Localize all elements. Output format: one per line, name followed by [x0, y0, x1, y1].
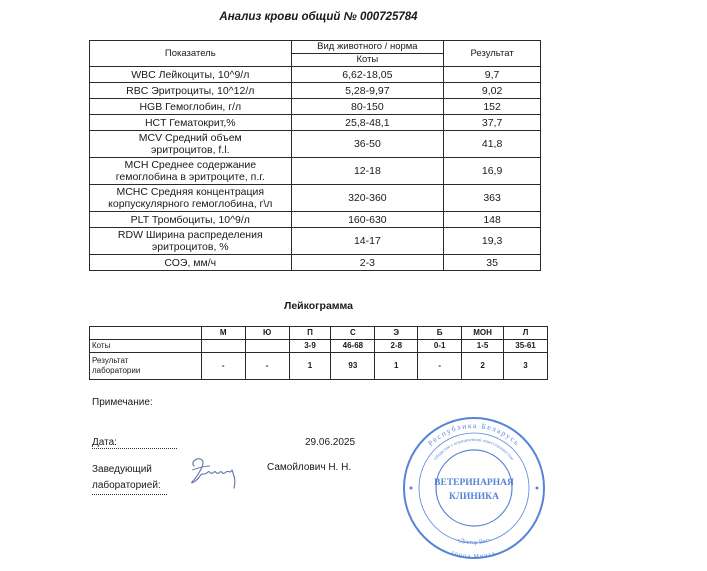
- norm-cell: 2-3: [291, 255, 444, 271]
- indicator-line: корпускулярного гемоглобина, г\л: [108, 198, 273, 210]
- leukogram-result-cell: -: [245, 353, 289, 380]
- result-cell: 152: [444, 99, 541, 115]
- indicator-line: гемоглобина в эритроците, п.г.: [115, 171, 265, 183]
- svg-text:Республика Беларусь: Республика Беларусь: [425, 420, 523, 448]
- table-row: [90, 99, 541, 115]
- document-title: Анализ крови общий № 000725784: [219, 11, 418, 23]
- leukogram-col-header: Л: [504, 327, 548, 340]
- table-row: [90, 185, 541, 212]
- leukogram-result-cell: 3: [504, 353, 548, 380]
- table-row: [90, 228, 541, 255]
- header-result: Результат: [444, 41, 541, 67]
- leukogram-result-label: [90, 353, 202, 380]
- indicator-cell: HGB Гемоглобин, г/л: [90, 99, 292, 115]
- result-cell: 19,3: [444, 228, 541, 255]
- leukogram-col-header: М: [201, 327, 245, 340]
- indicator-cell: WBC Лейкоциты, 10^9/л: [90, 67, 292, 83]
- indicator-line: эритроцитов, f.l.: [151, 144, 230, 156]
- header-species: Коты: [291, 54, 444, 67]
- leukogram-corner-cell: [90, 327, 202, 340]
- leukogram-col-header: Б: [418, 327, 462, 340]
- result-cell: 37,7: [444, 115, 541, 131]
- header-indicator: Показатель: [90, 41, 292, 67]
- indicator-cell: [90, 158, 292, 185]
- norm-cell: 320-360: [291, 185, 444, 212]
- clinic-stamp: [400, 414, 548, 562]
- norm-cell: 12-18: [291, 158, 444, 185]
- indicator-cell: RBC Эритроциты, 10^12/л: [90, 83, 292, 99]
- indicator-line: MCV Средний объем: [138, 132, 242, 144]
- svg-text:«Доктор Вет»: «Доктор Вет»: [456, 537, 492, 547]
- leukogram-norm-cell: 0-1: [418, 340, 462, 353]
- indicator-cell: [90, 228, 292, 255]
- indicator-line: MCHC Средняя концентрация: [116, 186, 265, 198]
- table-row: [90, 158, 541, 185]
- result-cell: 16,9: [444, 158, 541, 185]
- result-cell: 9,02: [444, 83, 541, 99]
- leukogram-col-header: С: [331, 327, 375, 340]
- leukogram-norm-cell: [245, 340, 289, 353]
- indicator-cell: [90, 185, 292, 212]
- leukogram-result-cell: 2: [462, 353, 504, 380]
- head-label-line: Заведующий: [92, 464, 152, 475]
- table-row: [90, 67, 541, 83]
- table-row: [90, 83, 541, 99]
- table-row: [90, 212, 541, 228]
- stamp-line: ВЕТЕРИНАРНАЯ: [434, 478, 514, 488]
- head-label-line: лабораторией:: [92, 478, 167, 495]
- head-of-lab-name: Самойлович Н. Н.: [267, 462, 352, 473]
- svg-text:Общество с ограниченной ответс: Общество с ограниченной ответственностью: [432, 437, 516, 462]
- header-species-norm: Вид животного / норма: [291, 41, 444, 54]
- leukogram-header-row: [90, 327, 548, 340]
- note-label: Примечание:: [92, 397, 153, 408]
- norm-cell: 25,8-48,1: [291, 115, 444, 131]
- leukogram-col-header: Ю: [245, 327, 289, 340]
- norm-cell: 36-50: [291, 131, 444, 158]
- result-cell: 9,7: [444, 67, 541, 83]
- head-of-lab-label: [92, 462, 167, 495]
- result-cell: 35: [444, 255, 541, 271]
- leukogram-norm-cell: 2-8: [375, 340, 418, 353]
- leukogram-result-row: [90, 353, 548, 380]
- norm-cell: 14-17: [291, 228, 444, 255]
- table-row: [90, 131, 541, 158]
- norm-cell: 160-630: [291, 212, 444, 228]
- leukogram-result-cell: 1: [289, 353, 331, 380]
- date-value: 29.06.2025: [305, 437, 356, 448]
- leukogram-result-cell: 93: [331, 353, 375, 380]
- norm-cell: 5,28-9,97: [291, 83, 444, 99]
- leukogram-result-cell: -: [418, 353, 462, 380]
- table-row: [90, 255, 541, 271]
- stamp-line: КЛИНИКА: [449, 492, 499, 502]
- leukogram-norm-cell: 3-9: [289, 340, 331, 353]
- leukogram-col-header: Э: [375, 327, 418, 340]
- leukogram-result-cell: -: [201, 353, 245, 380]
- leukogram-norm-cell: 35-61: [504, 340, 548, 353]
- blood-test-table: [89, 40, 541, 271]
- leukogram-norm-label: Коты: [90, 340, 202, 353]
- leukogram-col-header: П: [289, 327, 331, 340]
- leukogram-norm-cell: 46-68: [331, 340, 375, 353]
- leukogram-norm-cell: 1-5: [462, 340, 504, 353]
- result-cell: 363: [444, 185, 541, 212]
- date-label: Дата:: [92, 437, 177, 449]
- leukogram-result-cell: 1: [375, 353, 418, 380]
- indicator-cell: СОЭ, мм/ч: [90, 255, 292, 271]
- norm-cell: 80-150: [291, 99, 444, 115]
- result-label-line: Результат: [92, 356, 129, 365]
- table-row: [90, 115, 541, 131]
- leukogram-col-header: МОН: [462, 327, 504, 340]
- result-label-line: лаборатории: [92, 366, 141, 375]
- leukogram-table: [89, 326, 548, 380]
- norm-cell: 6,62-18,05: [291, 67, 444, 83]
- indicator-line: эритроцитов, %: [151, 241, 229, 253]
- svg-text:город Минск: город Минск: [450, 550, 498, 561]
- indicator-line: MCH Среднее содержание: [124, 159, 257, 171]
- leukogram-norm-row: [90, 340, 548, 353]
- indicator-line: RDW Ширина распределения: [117, 229, 263, 241]
- result-cell: 41,8: [444, 131, 541, 158]
- indicator-cell: [90, 131, 292, 158]
- indicator-cell: PLT Тромбоциты, 10^9/л: [90, 212, 292, 228]
- indicator-cell: HCT Гематокрит,%: [90, 115, 292, 131]
- signature-image: [184, 452, 248, 492]
- result-cell: 148: [444, 212, 541, 228]
- leukogram-title: Лейкограмма: [283, 300, 354, 312]
- leukogram-norm-cell: [201, 340, 245, 353]
